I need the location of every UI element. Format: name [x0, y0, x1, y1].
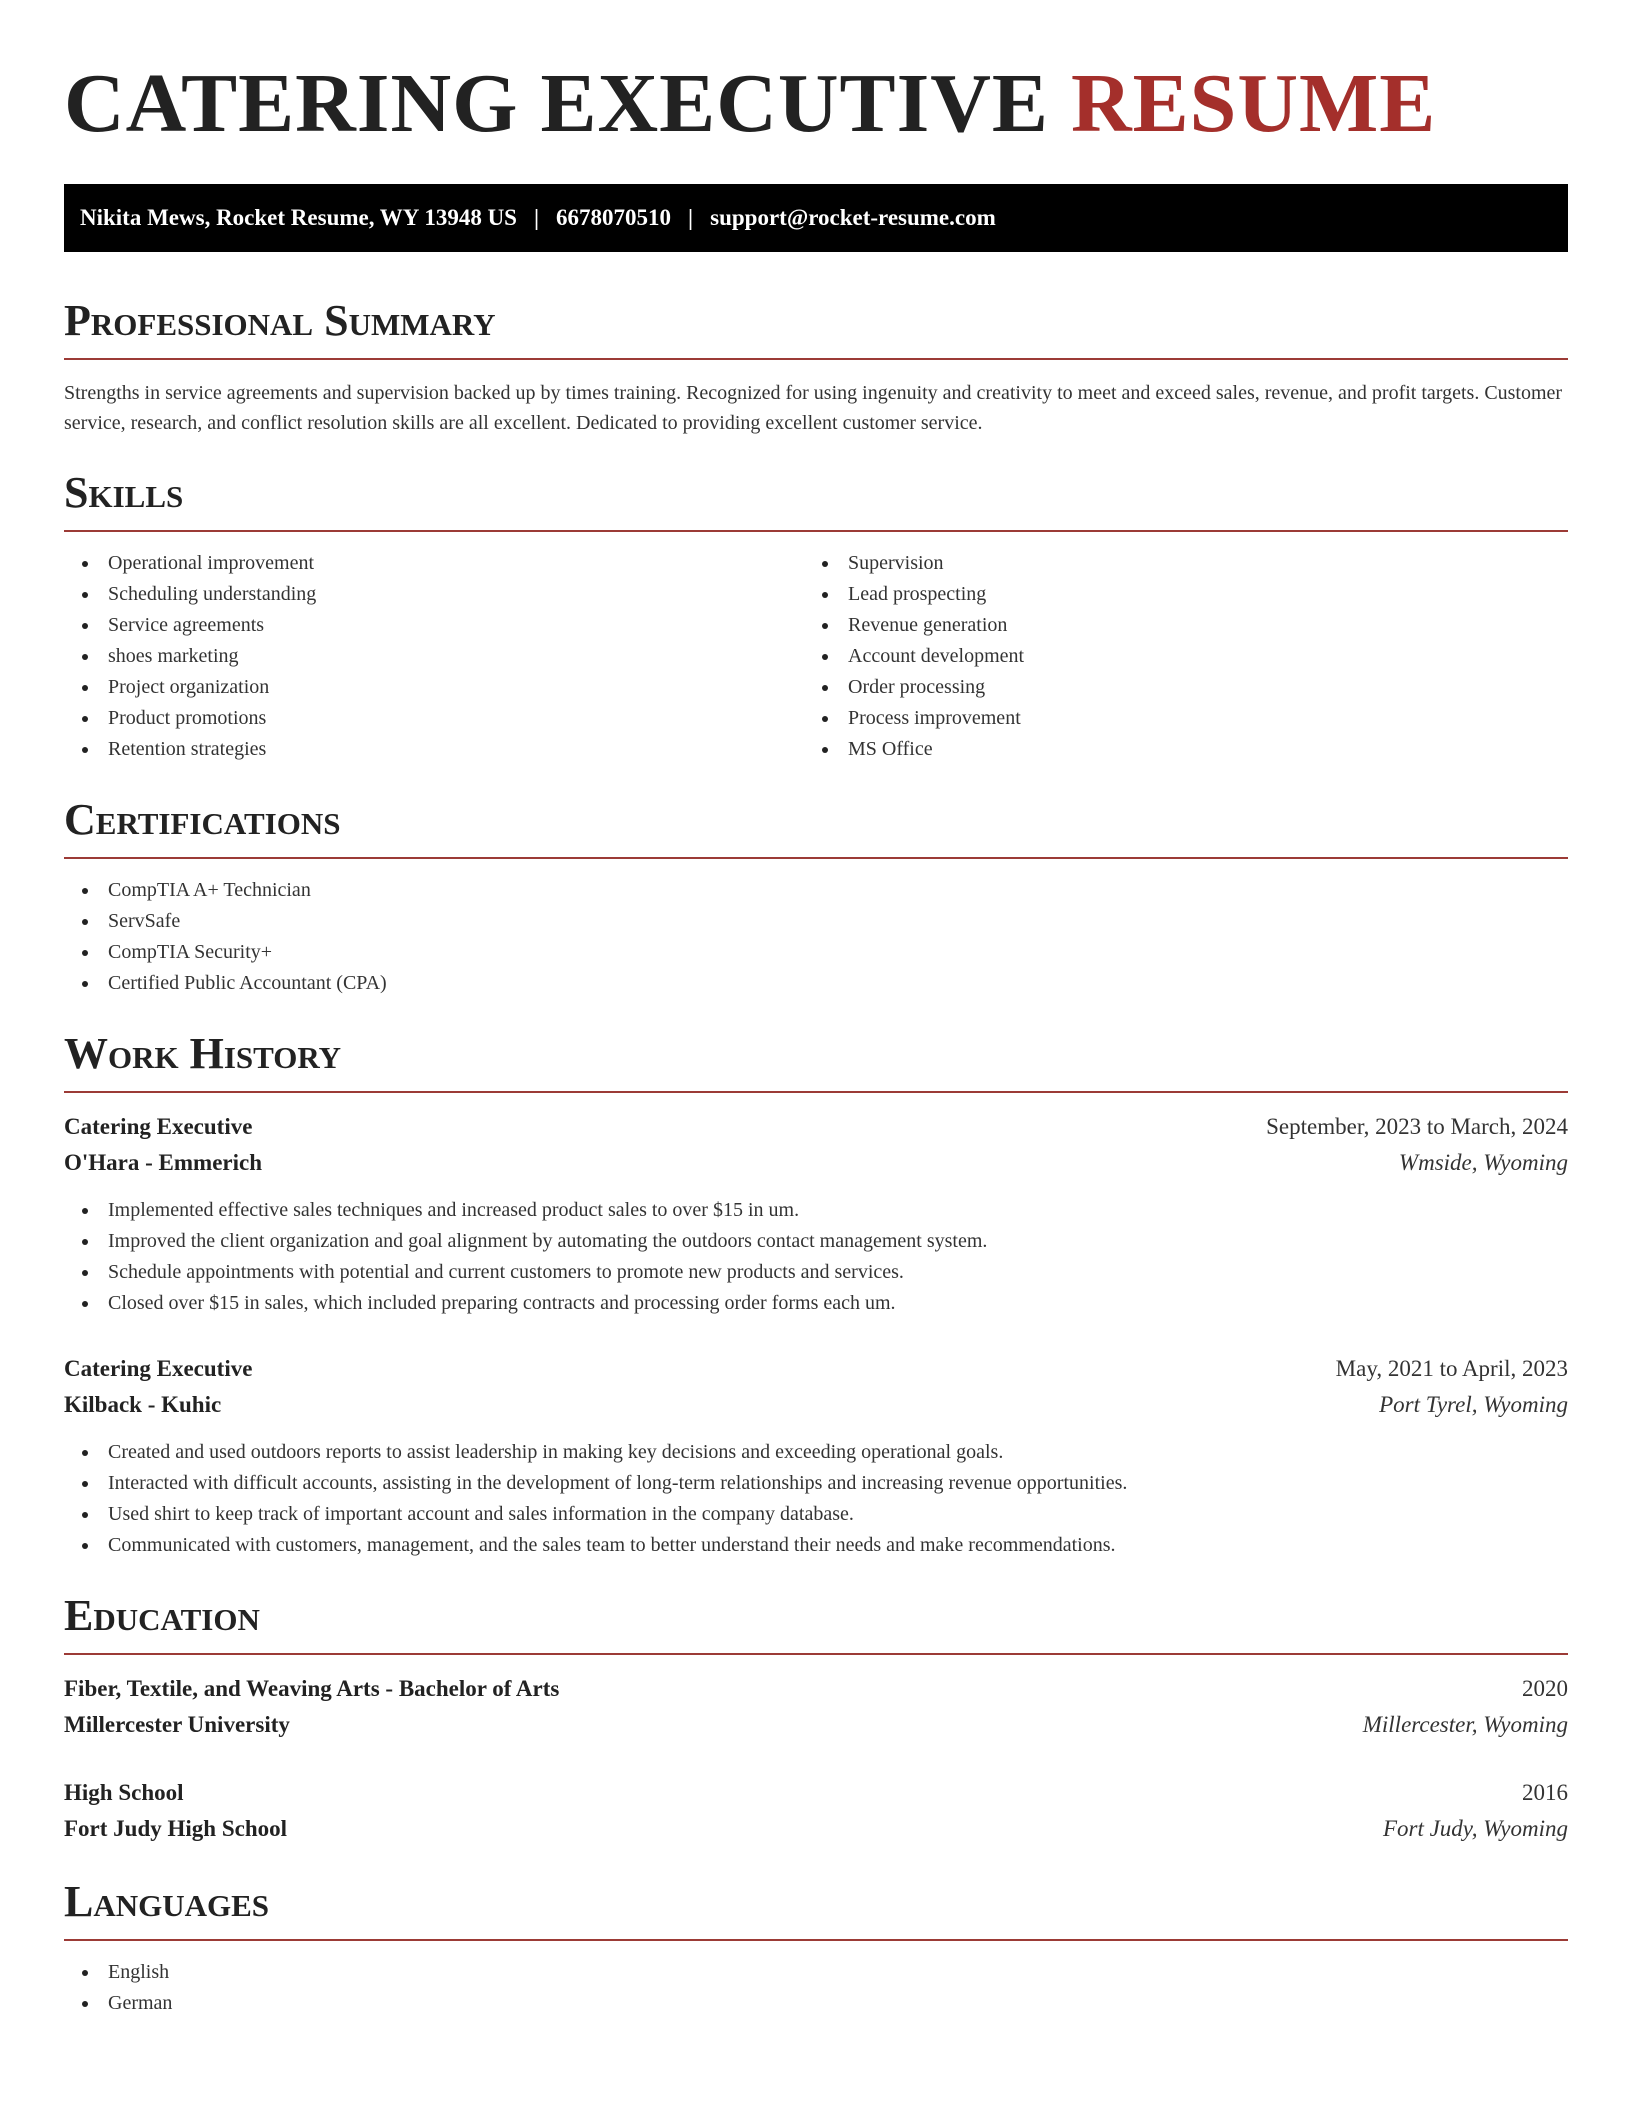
education-entry: [64, 1671, 1568, 1743]
education-year: 2016: [1522, 1780, 1568, 1805]
resume-title: [64, 0, 1568, 150]
list-item: MS Office: [804, 734, 1544, 765]
list-item: ServSafe: [64, 906, 1568, 937]
list-item: Improved the client organization and goal alignment by automating the outdoors contact management system.: [64, 1226, 1568, 1257]
section-title-certifications: Certifications: [64, 795, 341, 844]
list-item: Product promotions: [64, 703, 804, 734]
skills-list-right: [804, 548, 1544, 765]
contact-separator: |: [533, 205, 540, 230]
list-item: Order processing: [804, 672, 1544, 703]
list-item: Created and used outdoors reports to assist leadership in making key decisions and exceeding operational goals.: [64, 1437, 1568, 1468]
summary-text: Strengths in service agreements and supervision backed up by times training. Recognized for using ingenuity and creativity to meet and exceed sales, revenue, and profit targets. Customer service, research, and conflict resolution skills are all excellent. Dedicated to providing excellent customer service.: [64, 382, 1563, 434]
contact-phone: 6678070510: [556, 205, 672, 230]
summary-section: [64, 296, 1568, 438]
education-location: Millercester, Wyoming: [1362, 1712, 1568, 1737]
contact-separator: |: [688, 205, 694, 230]
section-title-languages: Languages: [64, 1877, 270, 1926]
list-item: Process improvement: [804, 703, 1544, 734]
job-header-row: [64, 1109, 1568, 1145]
section-title-skills: Skills: [64, 468, 184, 517]
education-degree: High School: [64, 1780, 184, 1805]
list-item: Used shirt to keep track of important account and sales information in the company database.: [64, 1499, 1568, 1530]
education-entry: [64, 1775, 1568, 1847]
job-title: Catering Executive: [64, 1114, 253, 1139]
list-item: Retention strategies: [64, 734, 804, 765]
section-title-summary: Professional Summary: [64, 296, 496, 345]
title-accent: RESUME: [1070, 57, 1437, 150]
list-item: English: [64, 1957, 1568, 1988]
list-item: Certified Public Accountant (CPA): [64, 968, 1568, 999]
list-item: Schedule appointments with potential and current customers to promote new products and services.: [64, 1257, 1568, 1288]
list-item: shoes marketing: [64, 641, 804, 672]
skills-list-left: [64, 548, 804, 765]
list-item: Interacted with difficult accounts, assisting in the development of long-term relationships and increasing revenue opportunities.: [64, 1468, 1568, 1499]
education-location: Fort Judy, Wyoming: [1382, 1816, 1568, 1841]
job-duties-list: [64, 1437, 1568, 1561]
list-item: German: [64, 1988, 1568, 2019]
job-location: Port Tyrel, Wyoming: [1379, 1392, 1568, 1417]
certifications-list: [64, 875, 1568, 999]
education-section: [64, 1591, 1568, 1847]
job-company: Kilback - Kuhic: [64, 1392, 222, 1417]
job-header-row: [64, 1351, 1568, 1387]
list-item: Implemented effective sales techniques and increased product sales to over $15 in um.: [64, 1195, 1568, 1226]
list-item: Service agreements: [64, 610, 804, 641]
list-item: Revenue generation: [804, 610, 1544, 641]
education-degree: Fiber, Textile, and Weaving Arts - Bachelor of Arts: [64, 1676, 560, 1701]
list-item: Supervision: [804, 548, 1544, 579]
education-degree-row: [64, 1671, 1568, 1707]
list-item: Closed over $15 in sales, which included preparing contracts and processing order forms each um.: [64, 1288, 1568, 1319]
job-dates: September, 2023 to March, 2024: [1266, 1114, 1568, 1139]
section-title-work: Work History: [64, 1029, 342, 1078]
section-title-education: Education: [64, 1591, 260, 1640]
contact-email: support@rocket-resume.com: [710, 205, 996, 230]
section-divider: [64, 1091, 1568, 1093]
job-entry: [64, 1109, 1568, 1319]
job-company: O'Hara - Emmerich: [64, 1150, 263, 1175]
job-company-row: [64, 1145, 1568, 1181]
list-item: Project organization: [64, 672, 804, 703]
job-title: Catering Executive: [64, 1356, 253, 1381]
section-divider: [64, 857, 1568, 859]
section-divider: [64, 1939, 1568, 1941]
education-school: Millercester University: [64, 1712, 290, 1737]
certifications-section: [64, 795, 1568, 999]
title-main: CATERING EXECUTIVE: [64, 57, 1049, 150]
education-school-row: [64, 1707, 1568, 1743]
section-divider: [64, 358, 1568, 360]
languages-list: [64, 1957, 1568, 2019]
section-divider: [64, 530, 1568, 532]
education-year: 2020: [1522, 1676, 1568, 1701]
list-item: Communicated with customers, management, and the sales team to better understand their needs and make recommendations.: [64, 1530, 1568, 1561]
job-duties-list: [64, 1195, 1568, 1319]
list-item: Scheduling understanding: [64, 579, 804, 610]
skills-columns: [64, 548, 1568, 765]
contact-bar: [64, 184, 1568, 252]
section-divider: [64, 1653, 1568, 1655]
list-item: Lead prospecting: [804, 579, 1544, 610]
contact-address: Nikita Mews, Rocket Resume, WY 13948 US: [80, 205, 517, 230]
list-item: CompTIA A+ Technician: [64, 875, 1568, 906]
job-company-row: [64, 1387, 1568, 1423]
languages-section: [64, 1877, 1568, 2019]
list-item: Account development: [804, 641, 1544, 672]
education-school-row: [64, 1811, 1568, 1847]
education-school: Fort Judy High School: [64, 1816, 288, 1841]
list-item: CompTIA Security+: [64, 937, 1568, 968]
job-entry: [64, 1351, 1568, 1561]
list-item: Operational improvement: [64, 548, 804, 579]
work-section: [64, 1029, 1568, 1561]
skills-section: [64, 468, 1568, 765]
job-location: Wmside, Wyoming: [1398, 1150, 1568, 1175]
job-dates: May, 2021 to April, 2023: [1335, 1356, 1568, 1381]
education-degree-row: [64, 1775, 1568, 1811]
